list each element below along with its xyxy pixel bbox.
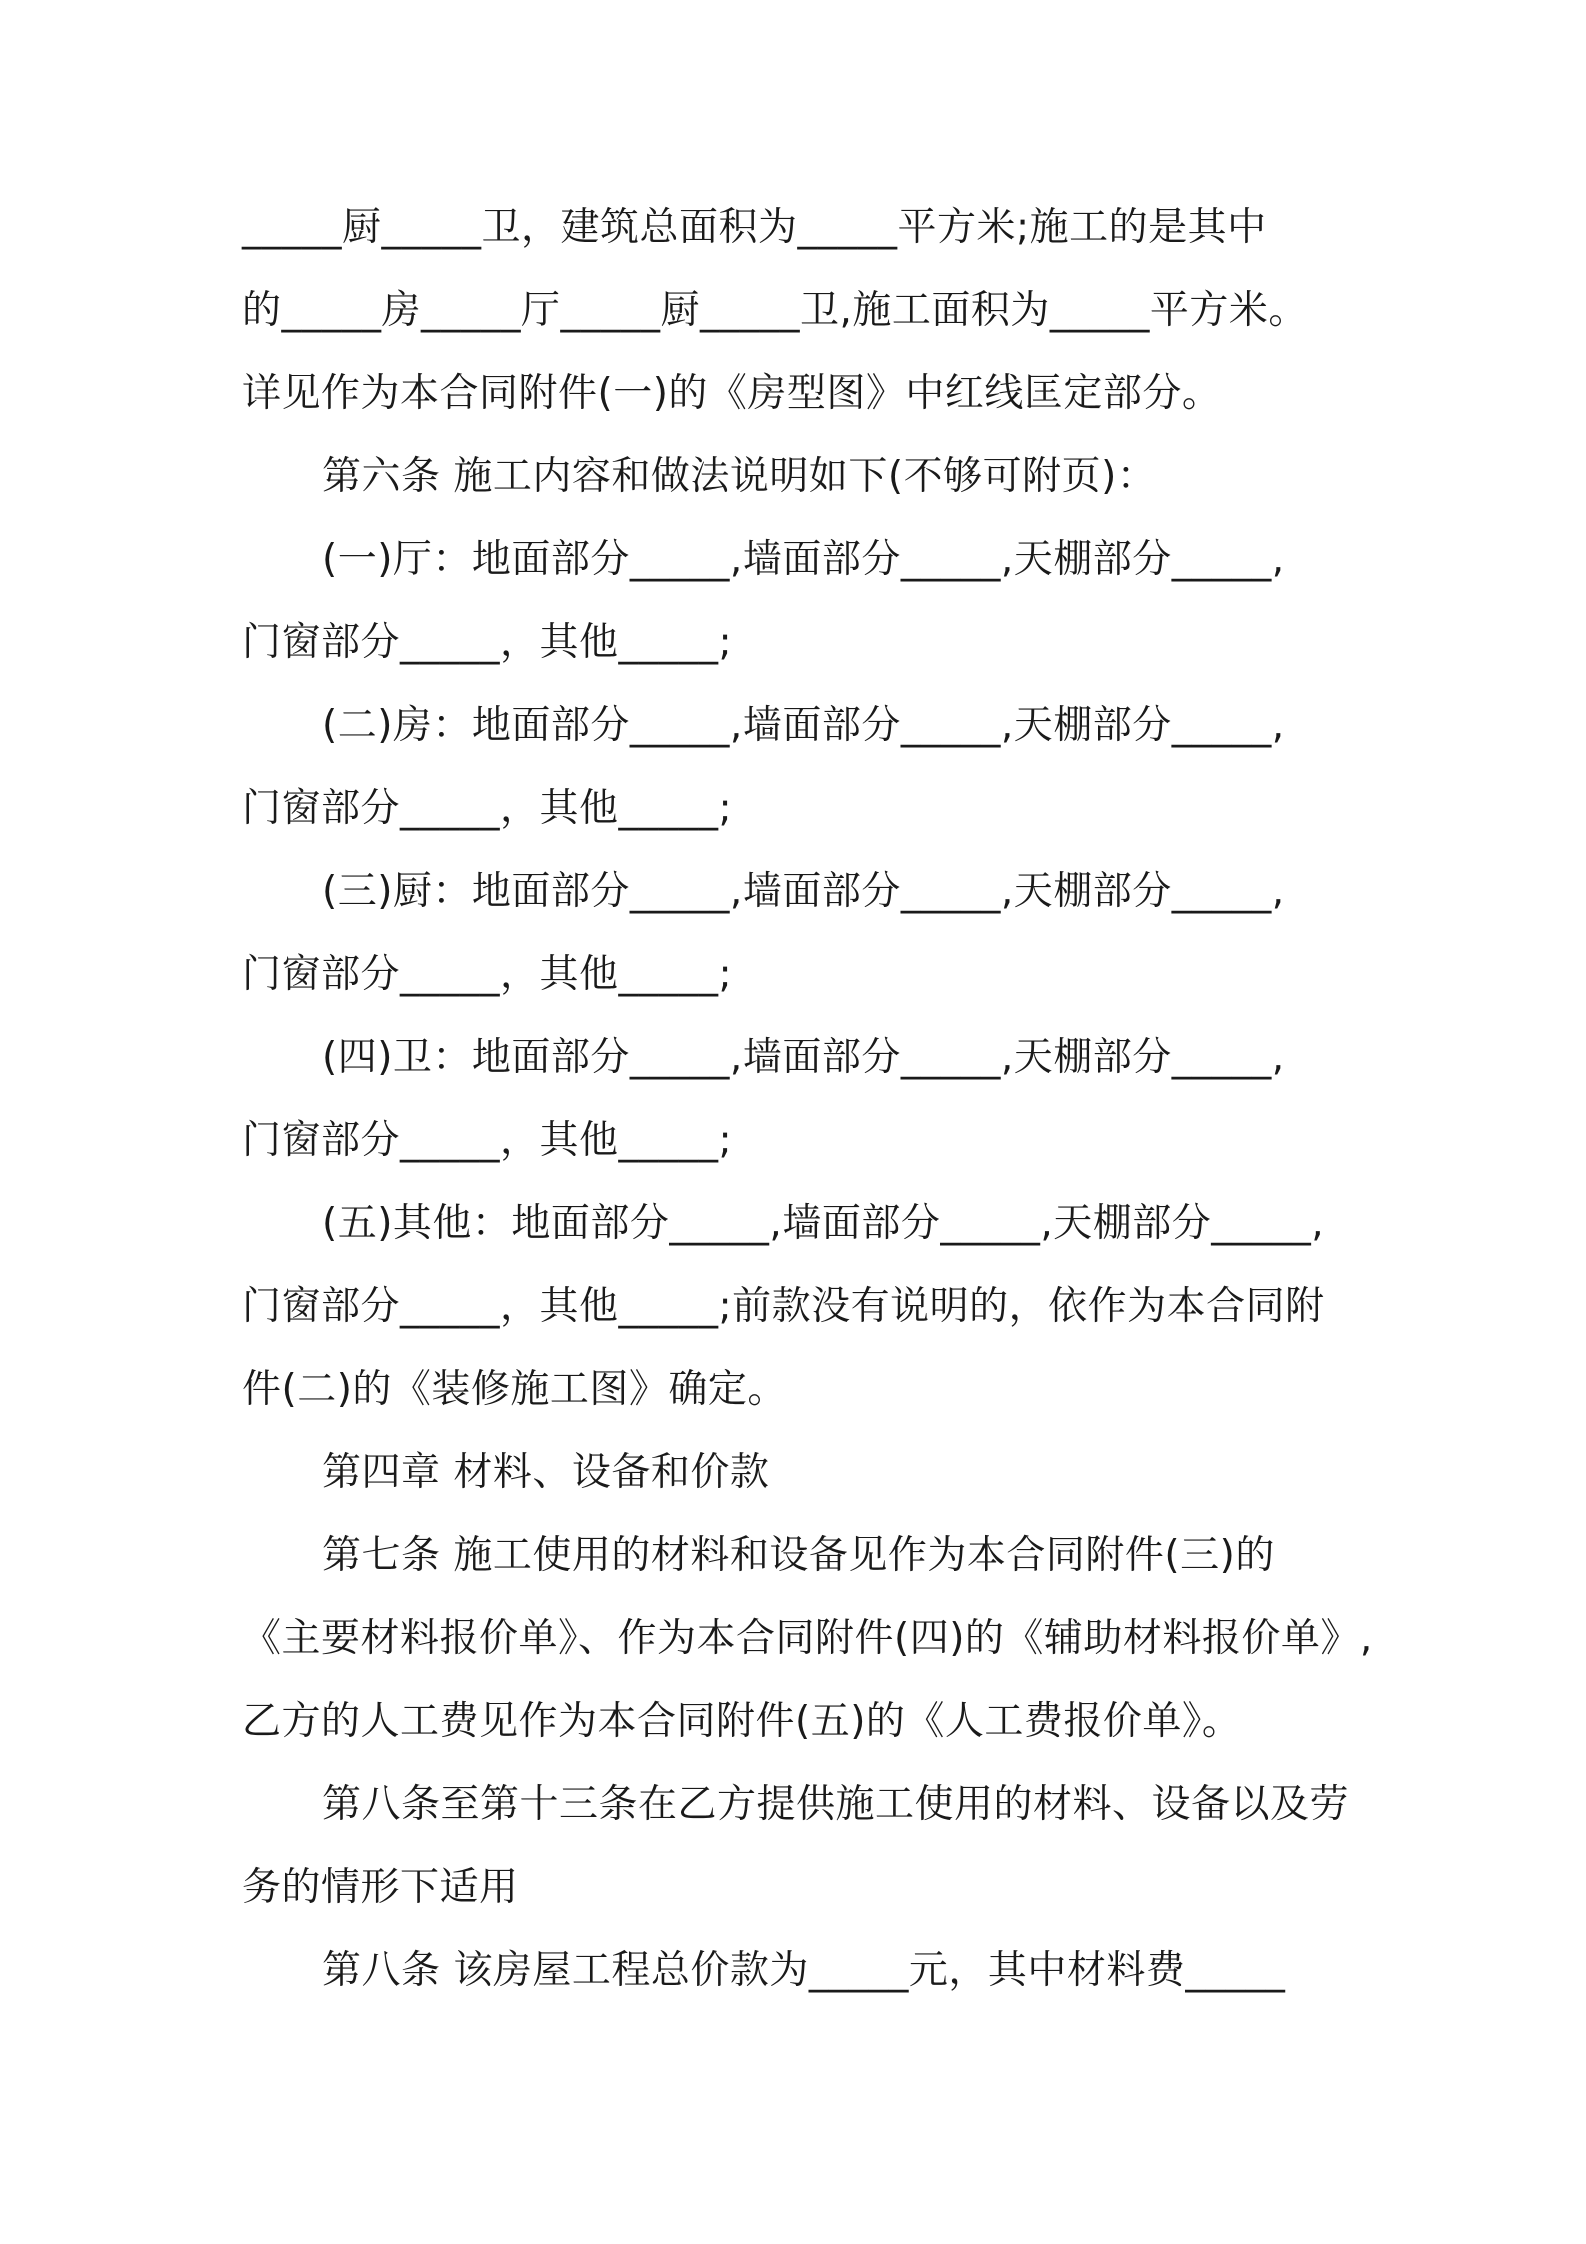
text-line: 务的情形下适用 [242, 1865, 519, 1910]
text-line: 门窗部分_____，其他_____; [242, 1118, 733, 1163]
text-line: (二)房：地面部分_____,墙面部分_____,天棚部分_____, [322, 703, 1285, 748]
text-line: (一)厅：地面部分_____,墙面部分_____,天棚部分_____, [322, 537, 1285, 582]
article-heading: 第七条 施工使用的材料和设备见作为本合同附件(三)的 [322, 1533, 1275, 1578]
text-line: 乙方的人工费见作为本合同附件(五)的《人工费报价单》。 [242, 1699, 1242, 1744]
text-line: 件(二)的《装修施工图》确定。 [242, 1367, 787, 1412]
article-heading: 第八条 该房屋工程总价款为_____元，其中材料费_____ [322, 1948, 1286, 1993]
text-line: 门窗部分_____，其他_____;前款没有说明的，依作为本合同附 [242, 1284, 1325, 1329]
document-body [242, 186, 1372, 2012]
chapter-heading: 第四章 材料、设备和价款 [322, 1450, 770, 1495]
text-line: 详见作为本合同附件(一)的《房型图》中红线匡定部分。 [242, 371, 1222, 416]
text-line: 第八条至第十三条在乙方提供施工使用的材料、设备以及劳 [322, 1782, 1350, 1827]
text-line: _____厨_____卫，建筑总面积为_____平方米;施工的是其中 [242, 205, 1267, 250]
text-line: 门窗部分_____，其他_____; [242, 786, 733, 831]
text-line: (五)其他：地面部分_____,墙面部分_____,天棚部分_____, [322, 1201, 1325, 1246]
text-line: 《主要材料报价单》、作为本合同附件(四)的《辅助材料报价单》, [242, 1616, 1373, 1661]
text-line: (三)厨：地面部分_____,墙面部分_____,天棚部分_____, [322, 869, 1285, 914]
text-line: 的_____房_____厅_____厨_____卫,施工面积为_____平方米。 [242, 288, 1308, 333]
text-line: 门窗部分_____，其他_____; [242, 620, 733, 665]
text-line: 门窗部分_____，其他_____; [242, 952, 733, 997]
article-heading: 第六条 施工内容和做法说明如下(不够可附页)： [322, 454, 1157, 499]
text-line: (四)卫：地面部分_____,墙面部分_____,天棚部分_____, [322, 1035, 1285, 1080]
